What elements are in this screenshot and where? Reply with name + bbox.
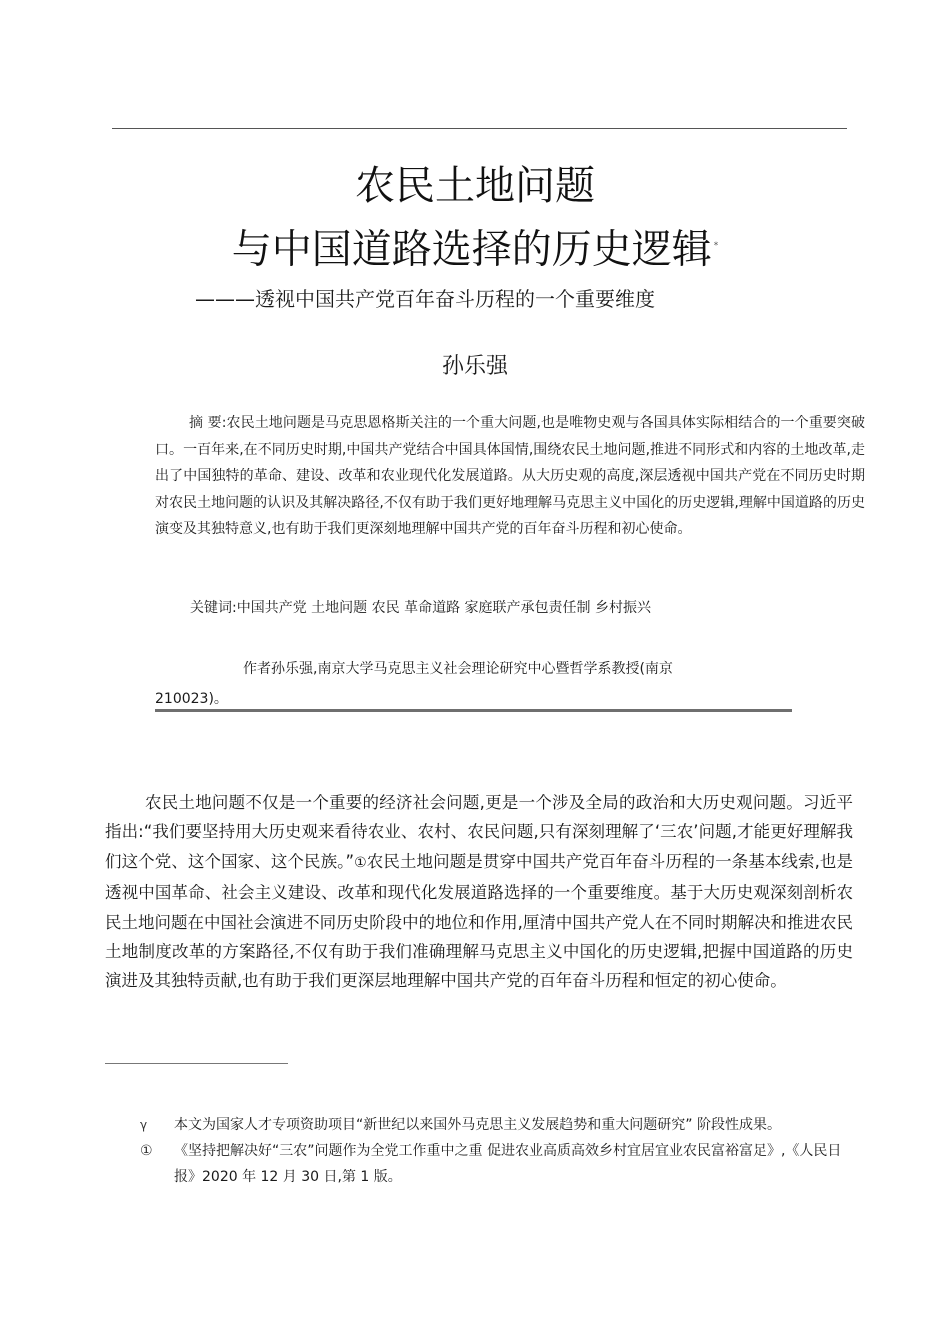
footnote-item	[140, 1112, 860, 1138]
title-text-2: 与中国道路选择的历史逻辑	[231, 226, 712, 273]
title-text-1: 农民土地问题	[355, 163, 595, 209]
header-rule	[112, 128, 847, 129]
abstract	[155, 410, 865, 543]
footnote-ref-1[interactable]: ①	[354, 854, 367, 871]
footnote-item	[140, 1138, 860, 1190]
author-info-rule	[155, 709, 792, 712]
footnote-mark: ①	[140, 1143, 153, 1159]
keywords: 关键词:中国共产党 土地问题 农民 革命道路 家庭联产承包责任制 乡村振兴	[190, 600, 651, 616]
subtitle: ———透视中国共产党百年奋斗历程的一个重要维度	[195, 287, 655, 311]
author-info	[155, 654, 775, 714]
footnotes	[140, 1112, 860, 1190]
author-info-line-2: 210023)。	[155, 691, 228, 707]
title-line-2	[0, 222, 950, 273]
footnote-text: 本文为国家人才专项资助项目“新世纪以来国外马克思主义发展趋势和重大问题研究” 阶段性成果。	[174, 1117, 781, 1133]
title-line-1	[0, 162, 950, 210]
body-paragraph	[105, 788, 853, 996]
author-info-line-1: 作者孙乐强,南京大学马克思主义社会理论研究中心暨哲学系教授(南京	[243, 661, 673, 677]
body-paragraph-text	[105, 788, 853, 996]
body-text-part-1: 农民土地问题不仅是一个重要的经济社会问题,更是一个涉及全局的政治和大历史观问题。习近平指出:“我们要坚持用大历史观来看待农业、农村、农民问题,只有深刻理解了‘三农’问题,才能更好理解我们这个党、这个国家、这个民族。”	[105, 793, 853, 871]
footnote-text: 《坚持把解决好“三农”问题作为全党工作重中之重 促进农业高质高效乡村宜居宜业农民富裕富足》,《人民日报》2020 年 12 月 30 日,第 1 版。	[174, 1143, 842, 1185]
footnote-separator	[105, 1063, 288, 1064]
title-footnote-mark: *	[713, 241, 719, 251]
footnote-mark: γ	[140, 1118, 148, 1132]
body-text-part-2: 农民土地问题是贯穿中国共产党百年奋斗历程的一条基本线索,也是透视中国革命、社会主义建设、改革和现代化发展道路选择的一个重要维度。基于大历史观深刻剖析农民土地问题在中国社会演进不同历史阶段中的地位和作用,厘清中国共产党人在不同时期解决和推进农民土地制度改革的方案路径,不仅有助于我们准确理解马克思主义中国化的历史逻辑,把握中国道路的历史演进及其独特贡献,也有助于我们更深层地理解中国共产党的百年奋斗历程和恒定的初心使命。	[105, 851, 853, 991]
author-name: 孙乐强	[441, 354, 508, 379]
abstract-text: 摘 要:农民土地问题是马克思恩格斯关注的一个重大问题,也是唯物史观与各国具体实际相结合的一个重要突破口。一百年来,在不同历史时期,中国共产党结合中国具体国情,围绕农民土地问题,推进不同形式和内容的土地改革,走出了中国独特的革命、建设、改革和农业现代化发展道路。从大历史观的高度,深层透视中国共产党在不同历史时期对农民土地问题的认识及其解决路径,不仅有助于我们更好地理解马克思主义中国化的历史逻辑,理解中国道路的历史演变及其独特意义,也有助于我们更深刻地理解中国共产党的百年奋斗历程和初心使命。	[155, 415, 865, 538]
